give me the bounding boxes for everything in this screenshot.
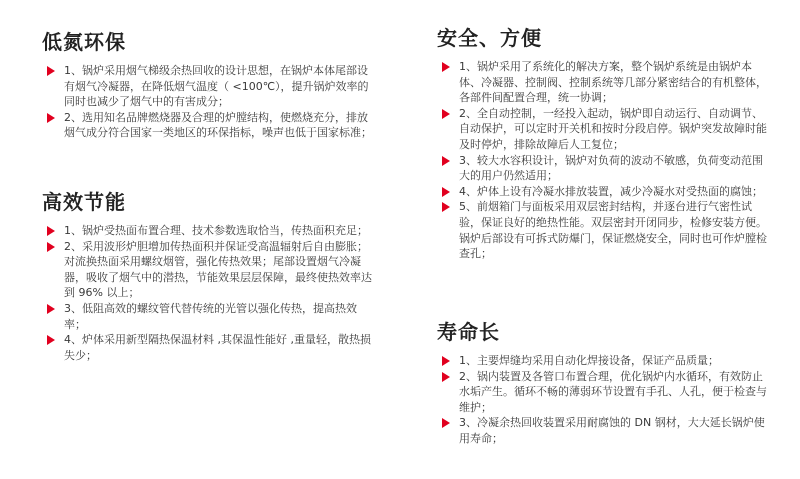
list-item [42, 223, 372, 239]
item-text: 5、前烟箱门与面板采用双层密封结构，并逐台进行气密性试验，保证良好的绝热性能。双层密封开闭同步，检修安装方便。锅炉后部设有可拆式防爆门，保证燃烧安全，同时也可作炉膛检查孔； [459, 200, 767, 261]
item-text: 3、低阻高效的螺纹管代替传统的光管以强化传热，提高热效率； [64, 301, 357, 331]
section-longevity [437, 320, 767, 447]
red-triangle-bullet-icon [442, 156, 450, 166]
section-title: 高效节能 [42, 190, 126, 214]
list-item [437, 353, 767, 369]
item-text: 3、冷凝余热回收装置采用耐腐蚀的 DN 钢材，大大延长锅炉使用寿命； [459, 416, 765, 445]
red-triangle-bullet-icon [47, 304, 55, 314]
list-item [42, 332, 372, 363]
red-triangle-bullet-icon [442, 202, 450, 212]
red-triangle-bullet-icon [47, 335, 55, 345]
red-triangle-bullet-icon [442, 372, 450, 382]
red-triangle-bullet-icon [47, 66, 55, 76]
red-triangle-bullet-icon [442, 62, 450, 72]
list-item [42, 110, 372, 141]
list-item [437, 106, 767, 153]
red-triangle-bullet-icon [442, 187, 450, 197]
item-text: 1、主要焊缝均采用自动化焊接设备，保证产品质量； [459, 354, 719, 367]
list-item [42, 301, 372, 332]
list-item [437, 59, 767, 106]
red-triangle-bullet-icon [47, 113, 55, 123]
item-list [437, 59, 767, 262]
list-item [437, 415, 767, 446]
list-item [42, 63, 372, 110]
item-text: 2、采用波形炉胆增加传热面积并保证受高温辐射后自由膨胀；对流换热面采用螺纹烟管，强化传热效果；尾部设置烟气冷凝器，吸收了烟气中的潜热，节能效果层层保障，最终使热效率达到 96% 以上； [64, 239, 372, 300]
red-triangle-bullet-icon [442, 418, 450, 428]
list-item [437, 369, 767, 416]
section-safety [437, 26, 767, 262]
item-text: 2、锅内装置及各管口布置合理，优化锅炉内水循环，有效防止水垢产生。循环不畅的薄弱环节设置有手孔、人孔，便于检查与维护； [459, 369, 767, 414]
item-text: 1、锅炉采用烟气梯级余热回收的设计思想，在锅炉本体尾部设有烟气冷凝器，在降低烟气温度（ <100℃），提升锅炉效率的同时也减少了烟气中的有害成分； [64, 64, 369, 109]
section-efficient [42, 190, 372, 363]
item-text: 2、选用知名品牌燃烧器及合理的炉膛结构，使燃烧充分，排放烟气成分符合国家一类地区的环保指标，噪声也低于国家标准； [64, 110, 372, 140]
item-text: 1、锅炉受热面布置合理、技术参数选取恰当，传热面积充足； [64, 224, 368, 237]
list-item [437, 153, 767, 184]
item-text: 1、锅炉采用了系统化的解决方案，整个锅炉系统是由锅炉本体、冷凝器、控制阀、控制系统等几部分紧密结合的有机整体，各部件间配置合理，统一协调； [459, 60, 767, 105]
item-text: 3、较大水容积设计，锅炉对负荷的波动不敏感，负荷变动范围大的用户仍然适用； [459, 153, 763, 183]
section-title: 低氮环保 [42, 30, 126, 54]
section-low-nitrogen [42, 30, 372, 141]
item-list [42, 63, 372, 141]
list-item [437, 199, 767, 261]
item-text: 4、炉体上设有冷凝水排放装置，减少冷凝水对受热面的腐蚀； [459, 184, 763, 198]
item-text: 4、炉体采用新型隔热保温材料 ,其保温性能好 ,重量轻，散热损失少； [64, 333, 371, 362]
item-text: 2、全自动控制，一经投入起动，锅炉即自动运行、自动调节、自动保护，可以定时开关机和按时分段启停。锅炉突发故障时能及时停炉，排除故障后人工复位； [459, 106, 767, 151]
section-title: 寿命长 [437, 320, 500, 344]
red-triangle-bullet-icon [47, 226, 55, 236]
section-title: 安全、方便 [437, 26, 542, 50]
red-triangle-bullet-icon [442, 109, 450, 119]
list-item [437, 184, 767, 200]
list-item [42, 239, 372, 301]
item-list [42, 223, 372, 363]
red-triangle-bullet-icon [442, 356, 450, 366]
item-list [437, 353, 767, 447]
red-triangle-bullet-icon [47, 242, 55, 252]
